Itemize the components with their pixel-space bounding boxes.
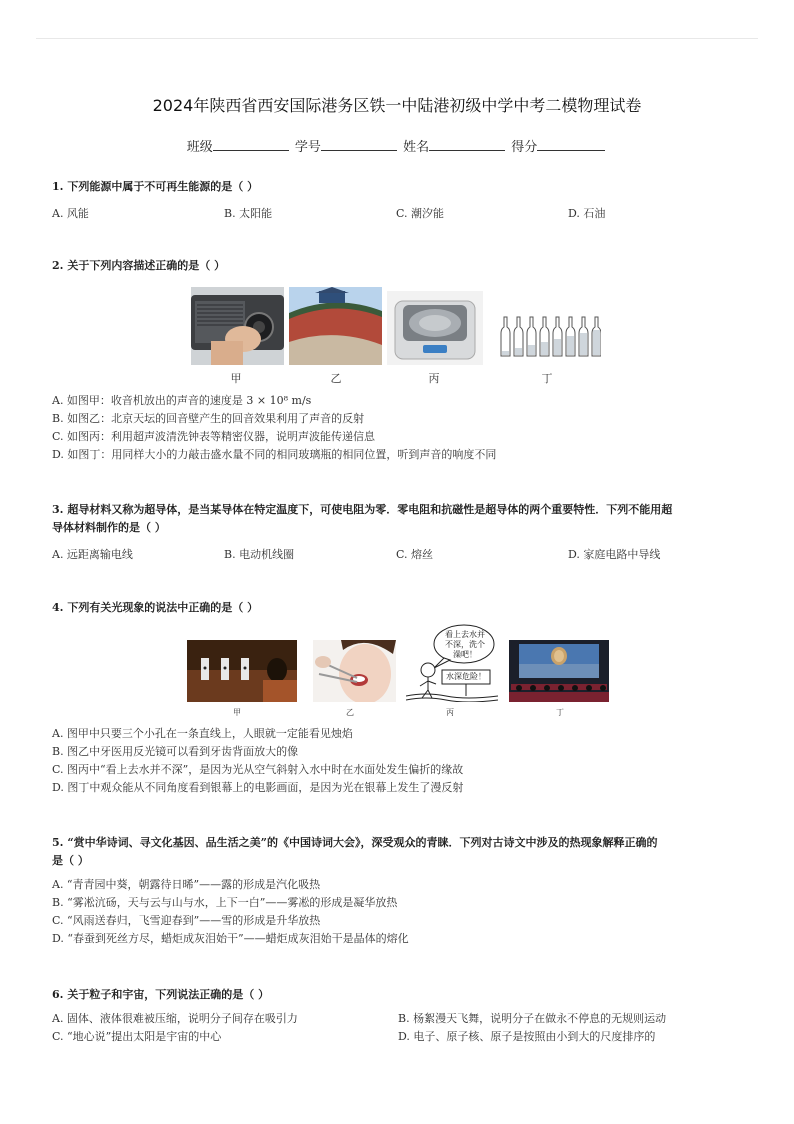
q2-caption-ding: 丁 [541,372,553,385]
field-class-label: 班级 [186,140,213,155]
q4-bingbubble [438,630,492,660]
q4-figure-jia-pinholes [187,640,297,702]
q5-option-b[interactable]: B. “雾凇沆砀，天与云与山与水，上下一白”——雾凇的形成是凝华放热 [52,896,398,909]
field-id-label: 学号 [294,140,321,155]
q4-caption-jia: 甲 [233,708,241,717]
question-1-stem: 1. 下列能源中属于不可再生能源的是（ ） [52,180,259,193]
q4-caption-ding: 丁 [556,708,564,717]
field-score-blank[interactable] [537,138,605,151]
q4-option-d[interactable]: D. 图丁中观众能从不同角度看到银幕上的电影画面，是因为光在银幕上发生了漫反射 [52,781,464,794]
q4-option-a[interactable]: A. 图甲中只要三个小孔在一条直线上，人眼就一定能看见烛焰 [52,727,353,740]
q4-caption-bing: 丙 [446,708,454,717]
question-3-stem-line-2: 导体材料制作的是（ ） [52,521,166,534]
q4-bubble-line-2: 不深，洗个 [445,640,485,649]
q2-figure-bing-ultrasonic-cleaner [387,291,483,365]
field-name-label: 姓名 [403,140,430,155]
field-id-blank[interactable] [321,138,397,151]
q4-caption-yi: 乙 [346,708,354,717]
q2-caption-yi: 乙 [330,372,342,385]
q1-option-b[interactable]: B. 太阳能 [224,207,273,220]
q5-option-d[interactable]: D. “春蚕到死丝方尽，蜡炬成灰泪始干”——蜡炬成灰泪始干是晶体的熔化 [52,932,409,945]
field-class-blank[interactable] [213,138,289,151]
question-6-stem: 6. 关于粒子和宇宙，下列说法正确的是（ ） [52,988,270,1001]
q2-figure-ding-bottles [497,315,601,357]
top-divider [36,38,758,39]
q6-option-a[interactable]: A. 固体、液体很难被压缩，说明分子间存在吸引力 [52,1012,298,1025]
question-4-stem: 4. 下列有关光现象的说法中正确的是（ ） [52,601,259,614]
q4-figure-ding-cinema [509,640,609,702]
q2-option-b[interactable]: B. 如图乙：北京天坛的回音壁产生的回音效果利用了声音的反射 [52,412,365,425]
q4-figure-yi-dentist [313,640,396,702]
q6-option-b[interactable]: B. 杨絮漫天飞舞，说明分子在做永不停息的无规则运动 [398,1012,667,1025]
q2-option-d[interactable]: D. 如图丁：用同样大小的力敲击盛水量不同的相同玻璃瓶的相同位置，听到声音的响度不同 [52,448,497,461]
q4-figure-bing-cartoon [406,624,498,702]
q5-option-a[interactable]: A. “青青园中葵，朝露待日晞”——露的形成是汽化吸热 [52,878,321,891]
q1-option-d[interactable]: D. 石油 [568,207,606,220]
q3-option-d[interactable]: D. 家庭电路中导线 [568,548,661,561]
q2-caption-jia: 甲 [230,372,242,385]
question-5-stem-line-1: 5. “赏中华诗词、寻文化基因、品生活之美”的《中国诗词大会》，深受观众的青睐．下列对古诗文中涉及的热现象解释正确的 [52,836,658,849]
q4-bubble-line-3: 澡吧！ [453,650,477,659]
q3-option-c[interactable]: C. 熔丝 [396,548,434,561]
q2-caption-bing: 丙 [428,372,440,385]
question-3-stem-line-1: 3. 超导材料又称为超导体，是当某导体在特定温度下，可使电阻为零．零电阻和抗磁性是超导体的两个重要特性．下列不能用超 [52,503,673,516]
field-name-blank[interactable] [429,138,505,151]
q2-option-a[interactable]: A. 如图甲：收音机放出的声音的速度是 3 × 10⁸ m/s [52,394,312,407]
q4-option-c[interactable]: C. 图丙中“看上去水并不深”，是因为光从空气斜射入水中时在水面处发生偏折的缘故 [52,763,464,776]
q1-option-a[interactable]: A. 风能 [52,207,89,220]
q4-option-b[interactable]: B. 图乙中牙医用反光镜可以看到牙齿背面放大的像 [52,745,299,758]
q6-option-d[interactable]: D. 电子、原子核、原子是按照由小到大的尺度排序的 [398,1030,656,1043]
field-score-label: 得分 [511,140,538,155]
q4-bubble-line-1: 看上去水并 [445,630,485,639]
question-5-stem-line-2: 是（ ） [52,854,89,867]
student-info-line [0,136,794,155]
q3-option-a[interactable]: A. 远距离输电线 [52,548,133,561]
page-title: 2024年陕西省西安国际港务区铁一中陆港初级中学中考二模物理试卷 [152,96,642,115]
q6-option-c[interactable]: C. “地心说”提出太阳是宇宙的中心 [52,1030,222,1043]
q2-figure-jia-radio [191,287,284,365]
q3-option-b[interactable]: B. 电动机线圈 [224,548,295,561]
q5-option-c[interactable]: C. “风雨送春归，飞雪迎春到”——雪的形成是升华放热 [52,914,321,927]
q2-option-c[interactable]: C. 如图丙：利用超声波清洗钟表等精密仪器，说明声波能传递信息 [52,430,376,443]
q1-option-c[interactable]: C. 潮汐能 [396,207,445,220]
q4-danger-sign: 水深危险！ [446,672,486,681]
q2-figure-yi-temple [289,287,382,365]
question-2-stem: 2. 关于下列内容描述正确的是（ ） [52,259,226,272]
